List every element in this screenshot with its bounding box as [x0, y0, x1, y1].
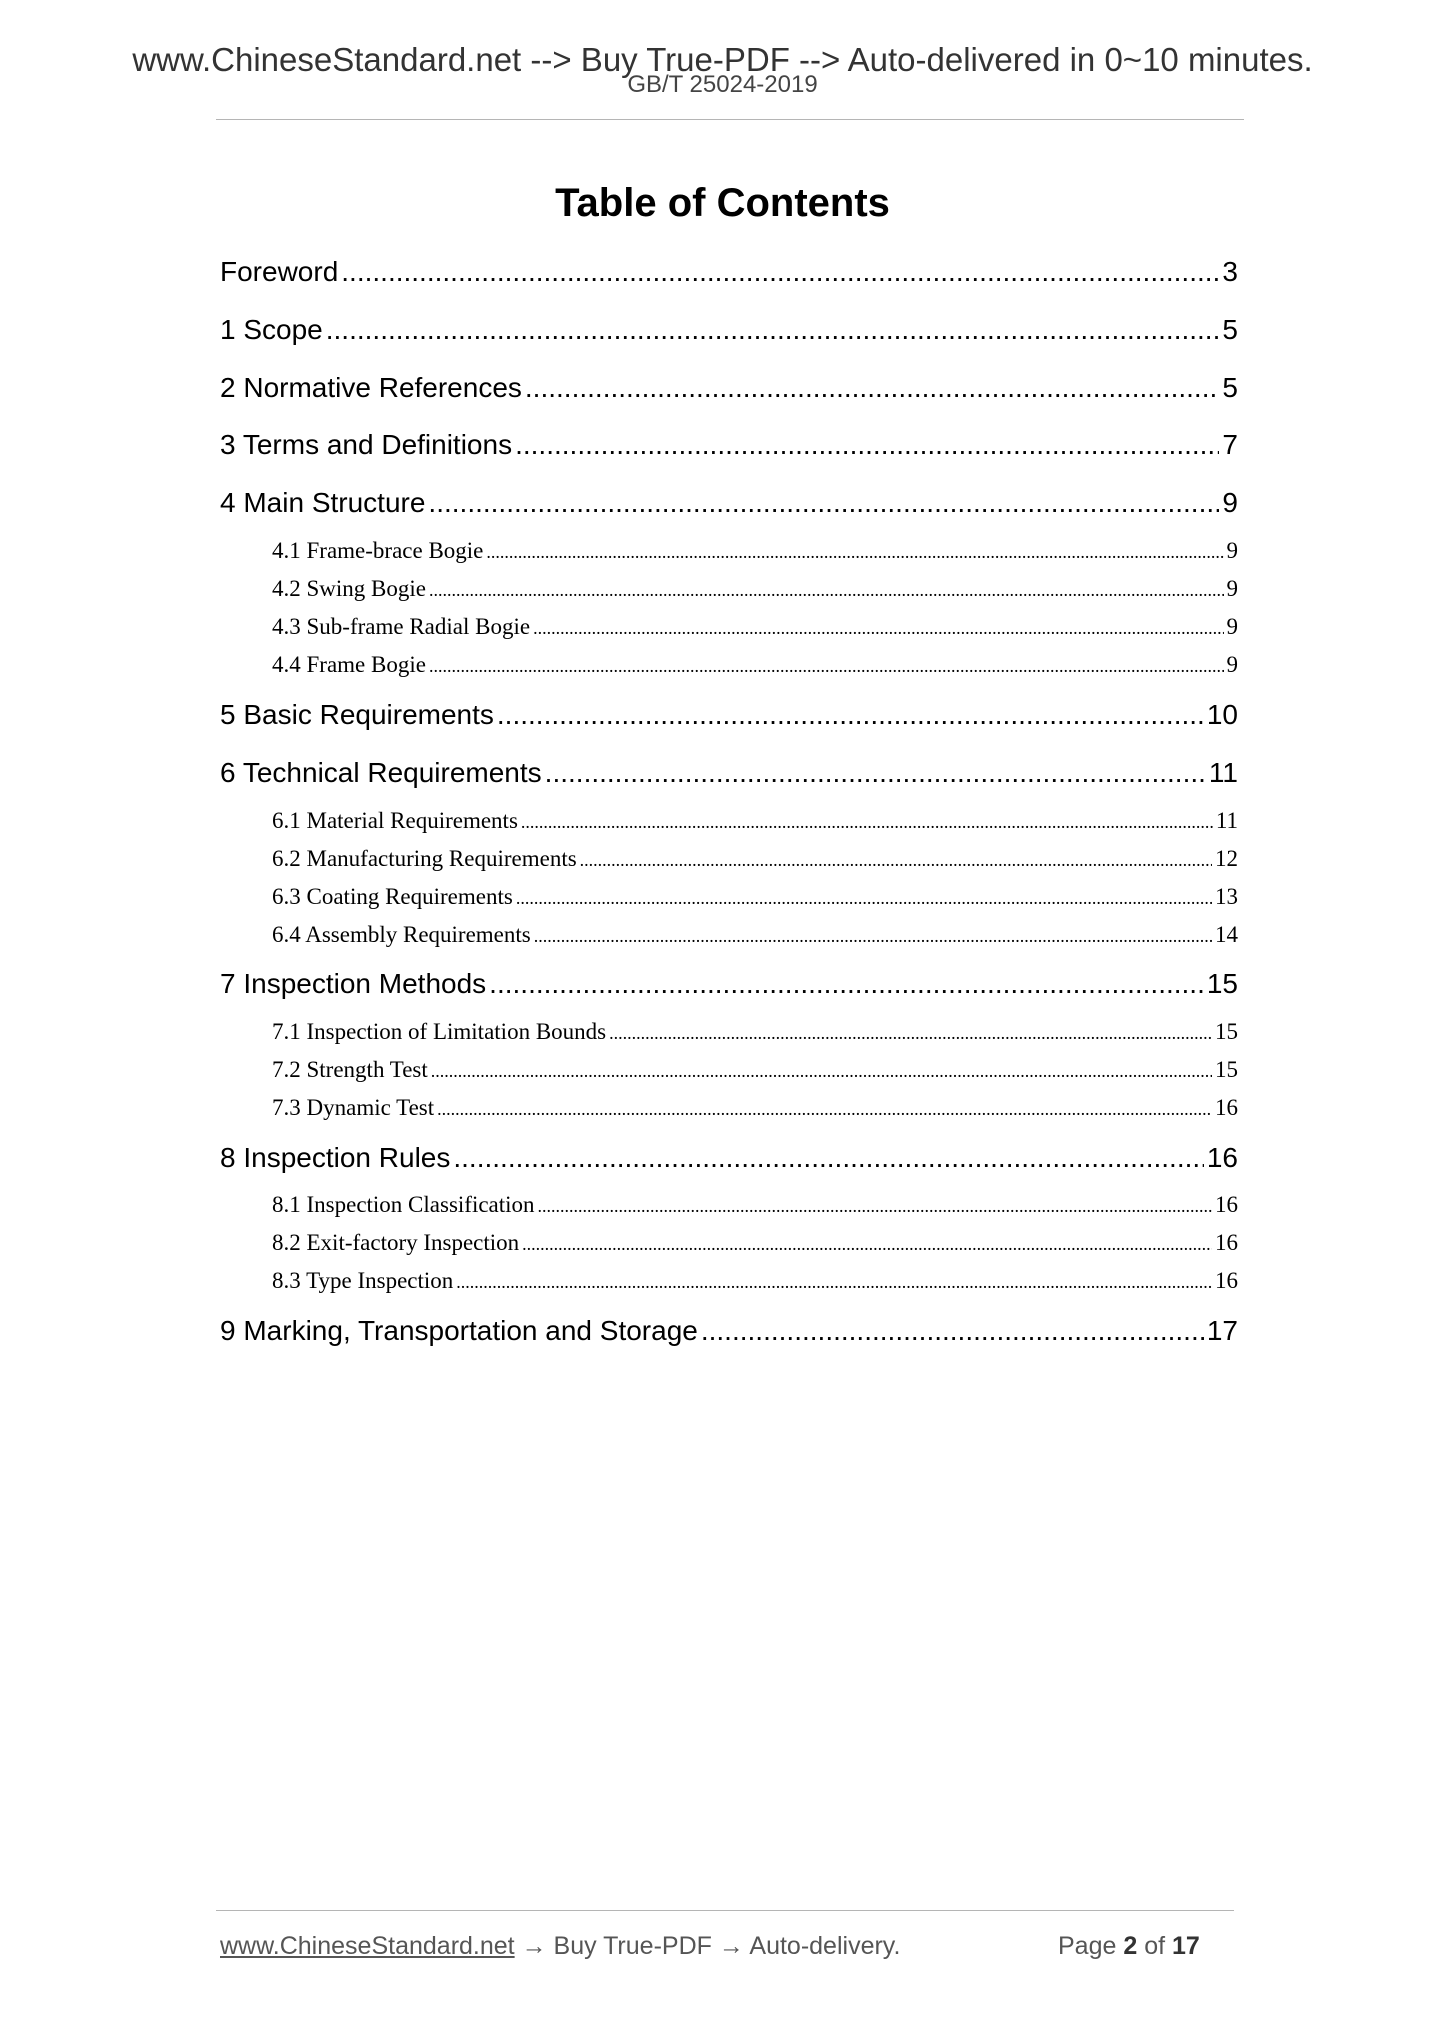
toc-entry-label: 4.4 Frame Bogie — [272, 652, 426, 677]
toc-entry-label: 4.3 Sub-frame Radial Bogie — [272, 614, 531, 639]
header-divider — [216, 119, 1244, 120]
toc-entry-page: 9 — [1226, 652, 1238, 677]
toc-leader-dots — [533, 612, 1223, 644]
toc-entry-page: 10 — [1206, 699, 1238, 730]
toc-entry-label: 8.2 Exit-factory Inspection — [272, 1230, 520, 1255]
toc-leader-dots — [545, 753, 1206, 793]
toc-leader-dots — [516, 882, 1212, 914]
toc-leader-dots — [701, 1311, 1204, 1351]
toc-leader-dots — [431, 1055, 1212, 1087]
page-total: 17 — [1172, 1932, 1200, 1960]
toc-leader-dots — [521, 806, 1213, 838]
toc-entry-label: 6.3 Coating Requirements — [272, 884, 513, 909]
toc-leader-dots — [489, 964, 1204, 1004]
toc-subentry[interactable] — [272, 1054, 1238, 1086]
toc-subentry[interactable] — [272, 843, 1238, 875]
toc-entry-page: 13 — [1215, 884, 1238, 909]
toc-entry[interactable] — [220, 425, 1238, 465]
toc-entry-label: 6.1 Material Requirements — [272, 808, 518, 833]
toc-entry[interactable] — [220, 483, 1238, 523]
toc-entry[interactable] — [220, 1138, 1238, 1178]
toc-entry-page: 9 — [1222, 487, 1238, 518]
toc-subentry[interactable] — [272, 1189, 1238, 1221]
toc-entry-page: 15 — [1206, 968, 1238, 999]
toc-entry-label: 2 Normative References — [220, 372, 522, 403]
toc-entry-label: Foreword — [220, 256, 339, 287]
footer-tagline: → Buy True-PDF → Auto-delivery. — [514, 1932, 901, 1960]
header-banner: www.ChineseStandard.net --> Buy True-PDF --> Auto-delivered in 0~10 minutes. — [132, 41, 1313, 78]
toc-entry-label: 4.1 Frame-brace Bogie — [272, 538, 484, 563]
toc-entry-label: 9 Marking, Transportation and Storage — [220, 1315, 698, 1346]
toc-leader-dots — [515, 425, 1219, 465]
toc-leader-dots — [534, 920, 1212, 952]
toc-subentry[interactable] — [272, 535, 1238, 567]
toc-entry-page: 5 — [1222, 314, 1238, 345]
toc-subentry[interactable] — [272, 805, 1238, 837]
toc-entry-page: 15 — [1215, 1057, 1238, 1082]
toc-leader-dots — [326, 310, 1220, 350]
page-word: Page — [1058, 1932, 1117, 1960]
toc-entry-page: 9 — [1226, 576, 1238, 601]
page-indicator — [1058, 1930, 1200, 1962]
toc-entry-page: 17 — [1206, 1315, 1238, 1346]
toc-leader-dots — [428, 483, 1219, 523]
toc-subentry[interactable] — [272, 881, 1238, 913]
toc-entry-page: 16 — [1215, 1095, 1238, 1120]
toc-leader-dots — [429, 650, 1224, 682]
toc-subentry[interactable] — [272, 573, 1238, 605]
toc-entry-label: 7.3 Dynamic Test — [272, 1095, 435, 1120]
toc-entry-page: 11 — [1215, 808, 1238, 833]
toc-leader-dots — [453, 1138, 1203, 1178]
toc-entry-label: 6.2 Manufacturing Requirements — [272, 846, 577, 871]
toc-entry-label: 7.1 Inspection of Limitation Bounds — [272, 1019, 607, 1044]
toc-entry-label: 5 Basic Requirements — [220, 699, 494, 730]
toc-entry-page: 15 — [1215, 1019, 1238, 1044]
toc-subentry[interactable] — [272, 1265, 1238, 1297]
toc-entry[interactable] — [220, 695, 1238, 735]
toc-subentry[interactable] — [272, 919, 1238, 951]
toc-entry[interactable] — [220, 368, 1238, 408]
toc-leader-dots — [456, 1266, 1212, 1298]
toc-entry-label: 4 Main Structure — [220, 487, 426, 518]
toc-entry-label: 8.3 Type Inspection — [272, 1268, 454, 1293]
toc-entry-page: 5 — [1222, 372, 1238, 403]
toc-subentry[interactable] — [272, 1016, 1238, 1048]
footer-left — [220, 1930, 900, 1962]
toc-entry-page: 7 — [1222, 429, 1238, 460]
toc-entry-label: 6 Technical Requirements — [220, 757, 542, 788]
toc-subentry[interactable] — [272, 1227, 1238, 1259]
toc-entry-page: 3 — [1222, 256, 1238, 287]
page-current: 2 — [1123, 1932, 1138, 1960]
document-code: GB/T 25024-2019 — [627, 71, 818, 98]
of-word: of — [1144, 1932, 1166, 1960]
toc-entry-page: 12 — [1215, 846, 1238, 871]
toc-subentry[interactable] — [272, 649, 1238, 681]
toc-entry-label: 8.1 Inspection Classification — [272, 1192, 535, 1217]
toc-entry-page: 11 — [1208, 757, 1238, 788]
toc-subentry[interactable] — [272, 611, 1238, 643]
toc-entry-page: 14 — [1215, 922, 1238, 947]
toc-leader-dots — [538, 1190, 1212, 1222]
toc-leader-dots — [497, 695, 1204, 735]
toc-entry[interactable] — [220, 1311, 1238, 1351]
toc-entry-page: 9 — [1226, 538, 1238, 563]
toc-entry-page: 16 — [1215, 1192, 1238, 1217]
toc-entry[interactable] — [220, 252, 1238, 292]
toc-entry-page: 16 — [1206, 1142, 1238, 1173]
toc-title: Table of Contents — [555, 181, 890, 225]
toc-leader-dots — [437, 1093, 1212, 1125]
toc-entry[interactable] — [220, 964, 1238, 1004]
toc-entry-label: 6.4 Assembly Requirements — [272, 922, 531, 947]
toc-entry-label: 7 Inspection Methods — [220, 968, 487, 999]
footer-divider — [216, 1910, 1234, 1911]
toc-entry-label: 4.2 Swing Bogie — [272, 576, 426, 601]
toc-leader-dots — [341, 252, 1219, 292]
toc-entry-page: 9 — [1226, 614, 1238, 639]
toc-entry-label: 8 Inspection Rules — [220, 1142, 451, 1173]
toc-leader-dots — [486, 536, 1223, 568]
toc-entry-page: 16 — [1215, 1268, 1238, 1293]
toc-entry-label: 3 Terms and Definitions — [220, 429, 513, 460]
toc-entry[interactable] — [220, 753, 1238, 793]
toc-leader-dots — [525, 368, 1220, 408]
toc-leader-dots — [580, 844, 1212, 876]
toc-entry[interactable] — [220, 310, 1238, 350]
footer-site-link[interactable]: www.ChineseStandard.net — [220, 1932, 515, 1960]
toc-leader-dots — [609, 1017, 1212, 1049]
toc-entry-label: 7.2 Strength Test — [272, 1057, 428, 1082]
toc-entry-page: 16 — [1215, 1230, 1238, 1255]
toc-subentry[interactable] — [272, 1092, 1238, 1124]
toc-leader-dots — [522, 1228, 1212, 1260]
toc-entry-label: 1 Scope — [220, 314, 323, 345]
toc-leader-dots — [429, 574, 1224, 606]
